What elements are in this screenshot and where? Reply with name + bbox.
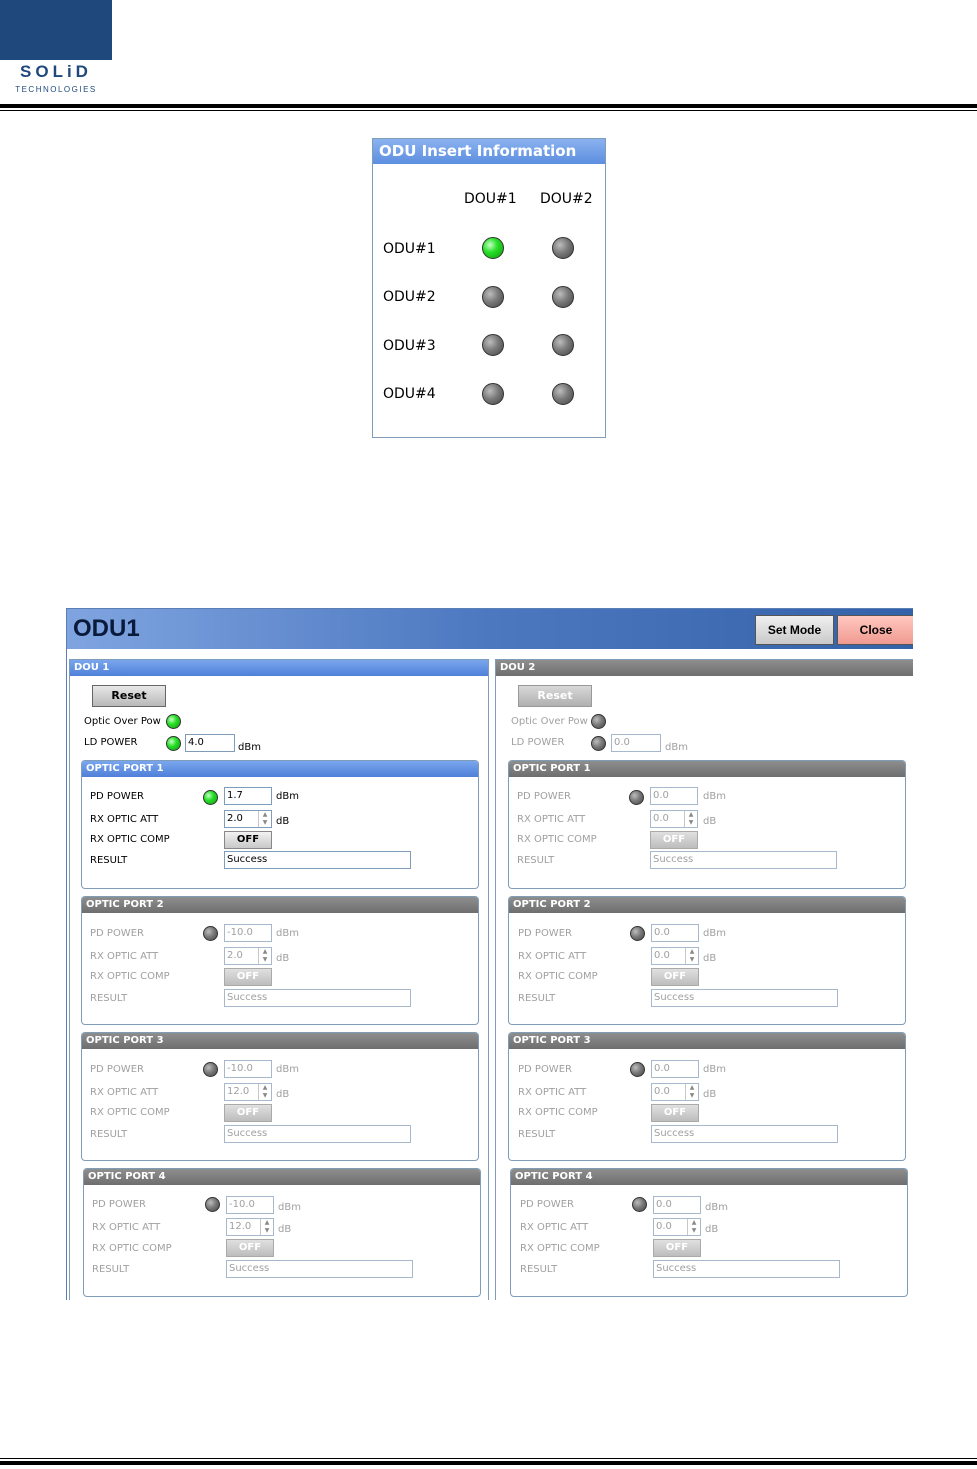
rx-optic-att-unit: dB xyxy=(278,1224,292,1235)
pd-power-field[interactable]: 1.7 xyxy=(224,787,272,805)
dou1-header: DOU 1 xyxy=(70,660,488,676)
rx-optic-comp-label: RX OPTIC COMP xyxy=(90,834,170,845)
dou2-reset-button[interactable]: Reset xyxy=(518,685,592,707)
status-led-icon xyxy=(482,286,504,308)
pd-power-label: PD POWER xyxy=(90,1064,144,1075)
ld-power-unit: dBm xyxy=(238,742,261,753)
result-field: Success xyxy=(650,851,837,869)
rx-optic-att-stepper[interactable] xyxy=(650,810,698,828)
result-label: RESULT xyxy=(90,855,128,866)
spinner-arrows-icon[interactable]: ▲ ▼ xyxy=(260,1219,273,1235)
result-label: RESULT xyxy=(92,1264,130,1275)
ld-power-label: LD POWER xyxy=(84,737,138,748)
rx-optic-att-unit: dB xyxy=(703,1089,717,1100)
rx-optic-att-value: 0.0 xyxy=(653,813,669,824)
rx-optic-comp-label: RX OPTIC COMP xyxy=(518,971,598,982)
result-label: RESULT xyxy=(90,1129,128,1140)
odu-insert-title: ODU Insert Information xyxy=(373,139,605,164)
row-label-odu1: ODU#1 xyxy=(383,241,436,257)
dou2-optic-port-1 xyxy=(508,760,906,889)
result-field: Success xyxy=(224,851,411,869)
result-field: Success xyxy=(224,1125,411,1143)
rx-optic-comp-toggle[interactable]: OFF xyxy=(650,831,698,849)
insert-led-odu3-dou1 xyxy=(482,334,504,356)
spinner-arrows-icon[interactable]: ▲ ▼ xyxy=(258,948,271,964)
spinner-arrows-icon[interactable]: ▲ ▼ xyxy=(687,1219,700,1235)
pd-power-field[interactable]: 0.0 xyxy=(653,1196,701,1214)
rx-optic-comp-toggle[interactable]: OFF xyxy=(224,831,272,849)
rx-optic-att-unit: dB xyxy=(705,1224,719,1235)
pd-power-field[interactable]: -10.0 xyxy=(224,924,272,942)
rx-optic-att-unit: dB xyxy=(276,816,290,827)
dou1-optic-port-4 xyxy=(83,1168,481,1297)
header-rule xyxy=(0,104,977,108)
port-title: OPTIC PORT 3 xyxy=(509,1033,905,1049)
result-label: RESULT xyxy=(520,1264,558,1275)
insert-led-odu4-dou2 xyxy=(552,383,574,405)
pd-power-unit: dBm xyxy=(276,928,299,939)
optic-over-pow-led-icon xyxy=(591,714,606,729)
dou1-panel xyxy=(69,659,489,1300)
spinner-arrows-icon[interactable]: ▲ ▼ xyxy=(258,1084,271,1100)
port-title: OPTIC PORT 2 xyxy=(82,897,478,913)
pd-power-led-icon xyxy=(203,926,218,941)
rx-optic-att-value: 2.0 xyxy=(227,813,243,824)
pd-power-label: PD POWER xyxy=(92,1199,146,1210)
pd-power-label: PD POWER xyxy=(518,928,572,939)
result-field: Success xyxy=(651,1125,838,1143)
status-led-icon xyxy=(482,383,504,405)
pd-power-field[interactable]: 0.0 xyxy=(651,1060,699,1078)
rx-optic-att-label: RX OPTIC ATT xyxy=(90,814,159,825)
dou1-reset-button[interactable]: Reset xyxy=(92,685,166,707)
rx-optic-att-value: 0.0 xyxy=(656,1221,672,1232)
pd-power-field[interactable]: 0.0 xyxy=(651,924,699,942)
rx-optic-att-label: RX OPTIC ATT xyxy=(518,1087,587,1098)
insert-led-odu1-dou2 xyxy=(552,237,574,259)
result-label: RESULT xyxy=(518,1129,556,1140)
result-field: Success xyxy=(651,989,838,1007)
ld-power-field[interactable]: 4.0 xyxy=(185,734,235,752)
rx-optic-att-label: RX OPTIC ATT xyxy=(90,951,159,962)
result-label: RESULT xyxy=(517,855,555,866)
footer-rule-thin xyxy=(0,1458,977,1459)
result-label: RESULT xyxy=(518,993,556,1004)
port-title: OPTIC PORT 1 xyxy=(509,761,905,777)
rx-optic-comp-label: RX OPTIC COMP xyxy=(517,834,597,845)
spinner-arrows-icon[interactable]: ▲ ▼ xyxy=(685,948,698,964)
pd-power-led-icon xyxy=(630,926,645,941)
rx-optic-att-value: 12.0 xyxy=(229,1221,252,1232)
pd-power-unit: dBm xyxy=(703,928,726,939)
result-field: Success xyxy=(653,1260,840,1278)
logo-subtitle: TECHNOLOGIES xyxy=(0,84,112,96)
ld-power-label: LD POWER xyxy=(511,737,565,748)
rx-optic-comp-label: RX OPTIC COMP xyxy=(90,1107,170,1118)
rx-optic-att-value: 0.0 xyxy=(654,1086,670,1097)
rx-optic-att-stepper[interactable] xyxy=(224,947,272,965)
rx-optic-att-value: 12.0 xyxy=(227,1086,250,1097)
status-led-icon xyxy=(552,237,574,259)
rx-optic-comp-label: RX OPTIC COMP xyxy=(520,1243,600,1254)
result-label: RESULT xyxy=(90,993,128,1004)
row-label-odu3: ODU#3 xyxy=(383,338,436,354)
dou1-optic-port-3 xyxy=(81,1032,479,1161)
rx-optic-att-value: 0.0 xyxy=(654,950,670,961)
pd-power-led-icon xyxy=(205,1197,220,1212)
optic-over-pow-led-icon xyxy=(166,714,181,729)
dou2-panel xyxy=(495,659,913,1300)
pd-power-field[interactable]: 0.0 xyxy=(650,787,698,805)
spinner-arrows-icon[interactable]: ▲ ▼ xyxy=(684,811,697,827)
status-led-icon xyxy=(552,334,574,356)
rx-optic-comp-label: RX OPTIC COMP xyxy=(92,1243,172,1254)
rx-optic-att-stepper[interactable] xyxy=(651,947,699,965)
ld-power-unit: dBm xyxy=(665,742,688,753)
rx-optic-comp-toggle[interactable]: OFF xyxy=(226,1239,274,1257)
rx-optic-att-stepper[interactable] xyxy=(224,810,272,828)
rx-optic-att-stepper[interactable] xyxy=(653,1218,701,1236)
pd-power-unit: dBm xyxy=(703,1064,726,1075)
close-button[interactable]: Close xyxy=(837,615,913,645)
result-field: Success xyxy=(224,989,411,1007)
optic-over-pow-label: Optic Over Pow xyxy=(511,716,588,727)
column-dou1: DOU#1 xyxy=(464,191,517,207)
dou2-optic-port-3 xyxy=(508,1032,906,1161)
rx-optic-att-stepper[interactable] xyxy=(226,1218,274,1236)
rx-optic-comp-toggle[interactable]: OFF xyxy=(224,1104,272,1122)
pd-power-led-icon xyxy=(632,1197,647,1212)
status-led-icon xyxy=(552,383,574,405)
rx-optic-att-unit: dB xyxy=(703,953,717,964)
row-label-odu4: ODU#4 xyxy=(383,386,436,402)
rx-optic-comp-label: RX OPTIC COMP xyxy=(90,971,170,982)
status-led-icon xyxy=(482,237,504,259)
pd-power-label: PD POWER xyxy=(90,791,144,802)
rx-optic-comp-toggle[interactable]: OFF xyxy=(653,1239,701,1257)
port-title: OPTIC PORT 4 xyxy=(511,1169,907,1185)
pd-power-unit: dBm xyxy=(276,1064,299,1075)
set-mode-button[interactable]: Set Mode xyxy=(755,615,834,645)
pd-power-unit: dBm xyxy=(705,1202,728,1213)
ld-power-led-icon xyxy=(166,736,181,751)
pd-power-field[interactable]: -10.0 xyxy=(226,1196,274,1214)
dou1-optic-port-2 xyxy=(81,896,479,1025)
pd-power-unit: dBm xyxy=(278,1202,301,1213)
port-title: OPTIC PORT 2 xyxy=(509,897,905,913)
rx-optic-att-stepper[interactable] xyxy=(651,1083,699,1101)
port-title: OPTIC PORT 1 xyxy=(82,761,478,777)
rx-optic-att-stepper[interactable] xyxy=(224,1083,272,1101)
rx-optic-comp-toggle[interactable]: OFF xyxy=(224,968,272,986)
footer-rule xyxy=(0,1461,977,1465)
insert-led-odu4-dou1 xyxy=(482,383,504,405)
pd-power-led-icon xyxy=(203,790,218,805)
dou2-optic-port-4 xyxy=(510,1168,908,1297)
pd-power-led-icon xyxy=(203,1062,218,1077)
ld-power-field[interactable]: 0.0 xyxy=(611,734,661,752)
column-dou2: DOU#2 xyxy=(540,191,593,207)
pd-power-unit: dBm xyxy=(703,791,726,802)
window-title: ODU1 xyxy=(73,615,140,642)
rx-optic-att-unit: dB xyxy=(276,1089,290,1100)
rx-optic-att-value: 2.0 xyxy=(227,950,243,961)
spinner-arrows-icon[interactable]: ▲ ▼ xyxy=(258,811,271,827)
pd-power-label: PD POWER xyxy=(520,1199,574,1210)
rx-optic-att-unit: dB xyxy=(276,953,290,964)
insert-led-odu3-dou2 xyxy=(552,334,574,356)
dou2-header: DOU 2 xyxy=(496,660,913,676)
logo-wordmark: SOLiD xyxy=(0,60,112,84)
pd-power-label: PD POWER xyxy=(90,928,144,939)
rx-optic-comp-toggle[interactable]: OFF xyxy=(651,968,699,986)
insert-led-odu2-dou2 xyxy=(552,286,574,308)
insert-led-odu1-dou1 xyxy=(482,237,504,259)
port-title: OPTIC PORT 4 xyxy=(84,1169,480,1185)
optic-over-pow-label: Optic Over Pow xyxy=(84,716,161,727)
rx-optic-att-unit: dB xyxy=(703,816,717,827)
ld-power-led-icon xyxy=(591,736,606,751)
pd-power-led-icon xyxy=(629,790,644,805)
dou2-optic-port-2 xyxy=(508,896,906,1025)
rx-optic-comp-label: RX OPTIC COMP xyxy=(518,1107,598,1118)
rx-optic-att-label: RX OPTIC ATT xyxy=(92,1222,161,1233)
company-logo xyxy=(0,0,112,96)
pd-power-led-icon xyxy=(630,1062,645,1077)
odu1-window xyxy=(66,608,913,1300)
odu1-titlebar xyxy=(67,609,913,649)
dou1-optic-port-1 xyxy=(81,760,479,889)
rx-optic-att-label: RX OPTIC ATT xyxy=(518,951,587,962)
pd-power-field[interactable]: -10.0 xyxy=(224,1060,272,1078)
pd-power-unit: dBm xyxy=(276,791,299,802)
result-field: Success xyxy=(226,1260,413,1278)
rx-optic-att-label: RX OPTIC ATT xyxy=(520,1222,589,1233)
spinner-arrows-icon[interactable]: ▲ ▼ xyxy=(685,1084,698,1100)
status-led-icon xyxy=(552,286,574,308)
header-rule-thin xyxy=(0,110,977,111)
pd-power-label: PD POWER xyxy=(517,791,571,802)
odu-insert-panel xyxy=(372,138,606,438)
pd-power-label: PD POWER xyxy=(518,1064,572,1075)
port-title: OPTIC PORT 3 xyxy=(82,1033,478,1049)
rx-optic-att-label: RX OPTIC ATT xyxy=(517,814,586,825)
rx-optic-att-label: RX OPTIC ATT xyxy=(90,1087,159,1098)
rx-optic-comp-toggle[interactable]: OFF xyxy=(651,1104,699,1122)
row-label-odu2: ODU#2 xyxy=(383,289,436,305)
status-led-icon xyxy=(482,334,504,356)
insert-led-odu2-dou1 xyxy=(482,286,504,308)
